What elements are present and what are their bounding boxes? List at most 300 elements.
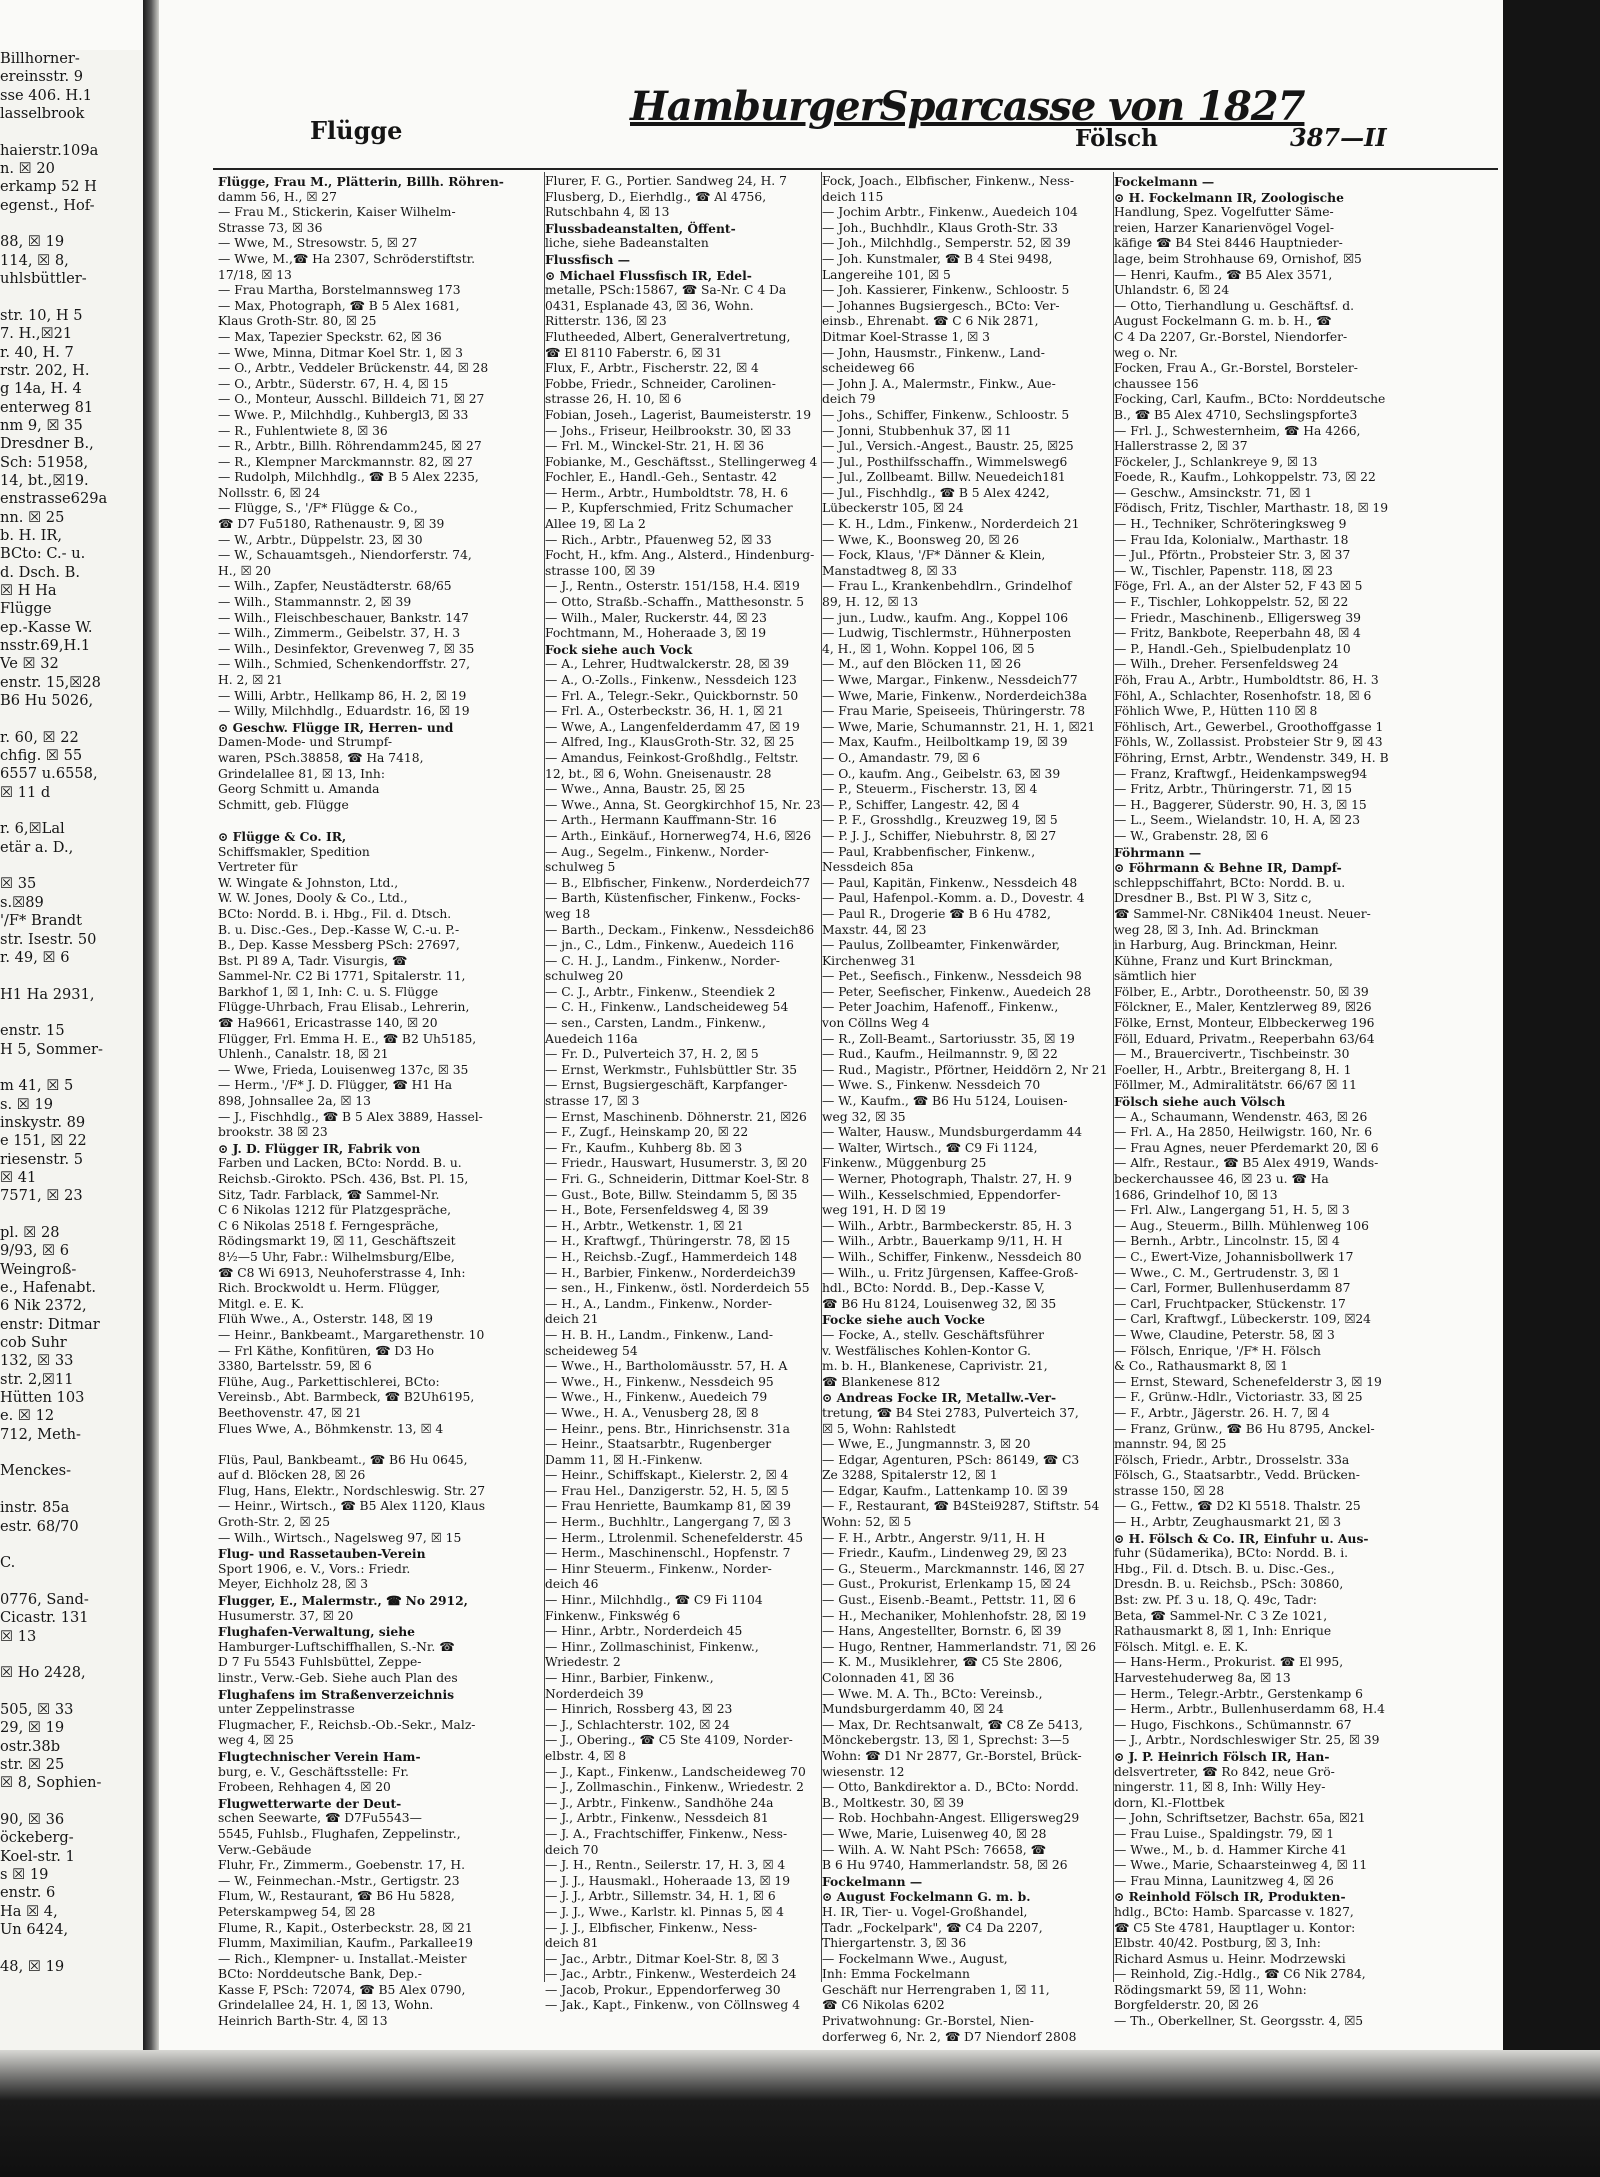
directory-entry-line: ☒ 13 <box>0 1627 37 1645</box>
directory-entry-line: waren, PSch.38858, ☎ Ha 7418, <box>218 750 424 765</box>
directory-entry-line: Hütten 103 <box>0 1389 85 1407</box>
directory-entry-line: — Max, Dr. Rechtsanwalt, ☎ C8 Ze 5413, <box>822 1717 1083 1732</box>
directory-entry-line: — J., Fischhdlg., ☎ B 5 Alex 3889, Hassel- <box>218 1109 483 1124</box>
page-number: 387—II <box>1290 123 1387 152</box>
directory-entry-line: scheideweg 66 <box>822 361 915 376</box>
directory-entry-line: Menckes- <box>0 1462 72 1480</box>
directory-entry-line: — Frl. J., Schwesternheim, ☎ Ha 4266, <box>1114 423 1361 438</box>
directory-entry-line: — K. M., Musiklehrer, ☎ C5 Ste 2806, <box>822 1655 1063 1670</box>
directory-entry-line: — Wwe., M., b. d. Hammer Kirche 41 <box>1114 1842 1348 1857</box>
directory-entry-line: Norderdeich 39 <box>545 1686 644 1701</box>
directory-entry-line: — C. H., Finkenw., Landscheideweg 54 <box>545 1000 789 1015</box>
directory-entry-line: BCto: Norddeutsche Bank, Dep.- <box>218 1967 422 1982</box>
directory-entry-line: — Willi, Arbtr., Hellkamp 86, H. 2, ☒ 19 <box>218 688 467 703</box>
directory-entry-line: — Jul., Posthilfsschaffn., Wimmelsweg6 <box>822 454 1068 469</box>
directory-entry-line: Uhlandstr. 6, ☒ 24 <box>1114 283 1230 298</box>
directory-entry-line: — Wilh., Schiffer, Finkenw., Nessdeich 80 <box>822 1249 1082 1264</box>
directory-entry-line: Flum, W., Restaurant, ☎ B6 Hu 5828, <box>218 1889 455 1904</box>
directory-entry-line: Wohn: ☎ D1 Nr 2877, Gr.-Borstel, Brück- <box>822 1748 1082 1763</box>
directory-entry-line: Flügge <box>0 600 52 618</box>
directory-entry-line <box>218 813 544 829</box>
directory-entry-line: — J., Arbtr., Finkenw., Nessdeich 81 <box>545 1811 769 1826</box>
directory-column-1 <box>218 174 544 2029</box>
directory-entry-line: — Wwe, A., Langenfelderdamm 47, ☒ 19 <box>545 719 800 734</box>
directory-entry-line: — Wwe., C. M., Gertrudenstr. 3, ☒ 1 <box>1114 1265 1341 1280</box>
directory-entry-line: Maxstr. 44, ☒ 23 <box>822 922 927 937</box>
directory-entry-line: Fock siehe auch Vock <box>545 641 693 657</box>
directory-entry-line: r. 60, ☒ 22 <box>0 728 79 746</box>
directory-entry-line: 29, ☒ 19 <box>0 1719 65 1737</box>
directory-entry-line: — Aug., Segelm., Finkenw., Norder- <box>545 844 769 859</box>
directory-entry-line: strasse 100, ☒ 39 <box>545 563 656 578</box>
directory-entry-line: ningerstr. 11, ☒ 8, Inh: Willy Hey- <box>1114 1780 1326 1795</box>
directory-entry-line: ostr.38b <box>0 1737 61 1755</box>
directory-entry-line: — Friedr., Kaufm., Lindenweg 29, ☒ 23 <box>822 1546 1068 1561</box>
directory-entry-line: — W., Feinmechan.-Mstr., Gertigstr. 23 <box>218 1873 460 1888</box>
directory-entry-line: — K. H., Ldm., Finkenw., Norderdeich 21 <box>822 517 1080 532</box>
directory-entry-line: Flüh Wwe., A., Osterstr. 148, ☒ 19 <box>218 1312 433 1327</box>
directory-entry-line: — Frau Martha, Borstelmannsweg 173 <box>218 283 461 298</box>
directory-entry-line: Flügge-Uhrbach, Frau Elisab., Lehrerin, <box>218 1000 470 1015</box>
directory-entry-line: — Frau Ida, Kolonialw., Marthastr. 18 <box>1114 532 1349 547</box>
directory-entry-line: Rutschbahn 4, ☒ 13 <box>545 205 670 220</box>
directory-entry-line: scheideweg 54 <box>545 1343 638 1358</box>
directory-entry-line: Colonnaden 41, ☒ 36 <box>822 1671 955 1685</box>
directory-entry-line: enstr. 6 <box>0 1884 56 1902</box>
directory-entry-line: — H., Kraftwgf., Thüringerstr. 78, ☒ 15 <box>545 1234 791 1249</box>
directory-entry-line: schleppschiffahrt, BCto: Nordd. B. u. <box>1114 875 1346 890</box>
directory-entry-line: — Gust., Prokurist, Erlenkamp 15, ☒ 24 <box>822 1577 1071 1592</box>
directory-entry-line: — Joh., Milchhdlg., Semperstr. 52, ☒ 39 <box>822 236 1071 251</box>
directory-entry-line: strasse 150, ☒ 28 <box>1114 1483 1225 1498</box>
directory-entry-line: — F., Zugf., Heinskamp 20, ☒ 22 <box>545 1125 749 1140</box>
directory-entry-line: Föhls, W., Zollassist. Probsteier Str 9, ☒ 43 <box>1114 735 1383 750</box>
directory-entry-line: — Paul, Kapitän, Finkenw., Nessdeich 48 <box>822 875 1078 890</box>
directory-entry-line: Dresdner B., Bst. Pl W 3, Sitz c, <box>1114 891 1312 906</box>
directory-entry-line: — B., Elbfischer, Finkenw., Norderdeich77 <box>545 875 811 890</box>
directory-entry-line: — Peter Joachim, Hafenoff., Finkenw., <box>822 1000 1059 1015</box>
directory-entry-line: Uhlenh., Canalstr. 18, ☒ 21 <box>218 1047 389 1062</box>
directory-entry-line: — Alfr., Restaur., ☎ B5 Alex 4919, Wands- <box>1114 1156 1379 1171</box>
directory-entry-line: — R., Fuhlentwiete 8, ☒ 36 <box>218 423 388 438</box>
directory-entry-line: Rathausmarkt 8, ☒ 1, Inh: Enrique <box>1114 1624 1332 1639</box>
directory-entry-line: ⊙ Reinhold Fölsch IR, Produkten- <box>1114 1889 1346 1905</box>
directory-entry-line: — Otto, Straßb.-Schaffn., Matthesonstr. 5 <box>545 595 805 610</box>
directory-entry-line: C. <box>0 1554 16 1572</box>
directory-entry-line <box>0 1573 150 1591</box>
directory-entry-line: Fobian, Joseh., Lagerist, Baumeisterstr. 19 <box>545 407 812 422</box>
directory-entry-line: Flusberg, D., Eierhdlg., ☎ Al 4756, <box>545 189 767 204</box>
directory-entry-line: Flug, Hans, Elektr., Nordschleswig. Str. 27 <box>218 1483 486 1498</box>
directory-entry-line: schulweg 20 <box>545 969 624 984</box>
directory-entry-line: schulweg 5 <box>545 860 616 875</box>
directory-entry-line: Klaus Groth-Str. 80, ☒ 25 <box>218 314 377 329</box>
directory-entry-line: 48, ☒ 19 <box>0 1957 65 1975</box>
directory-entry-line: Manstadtweg 8, ☒ 33 <box>822 563 958 578</box>
directory-entry-line: Grindelallee 24, H. 1, ☒ 13, Wohn. <box>218 1998 434 2013</box>
directory-entry-line: — Hans, Angestellter, Bornstr. 6, ☒ 39 <box>822 1624 1062 1639</box>
directory-entry-line: — Pet., Seefisch., Finkenw., Nessdeich 98 <box>822 969 1082 984</box>
directory-entry-line: 12, bt., ☒ 6, Wohn. Gneisenaustr. 28 <box>545 766 772 781</box>
directory-entry-line: — Edgar, Agenturen, PSch: 86149, ☎ C3 <box>822 1452 1080 1467</box>
directory-entry-line: unter Zeppelinstrasse <box>218 1702 355 1717</box>
directory-entry-line <box>218 1437 544 1453</box>
directory-entry-line: — Th., Oberkellner, St. Georgsstr. 4, ☒5 <box>1114 2014 1364 2029</box>
directory-entry-line: Föhrmann — <box>1114 844 1202 860</box>
directory-entry-line: — Frl Käthe, Konfitüren, ☎ D3 Ho <box>218 1343 435 1358</box>
directory-entry-line: — Frau Henriette, Baumkamp 81, ☒ 39 <box>545 1499 791 1514</box>
directory-entry-line: B. u. Disc.-Ges., Dep.-Kasse W, C.-u. P.- <box>218 922 460 937</box>
directory-entry-line: — Johannes Bugsiergesch., BCto: Ver- <box>822 298 1060 313</box>
directory-entry-line: — P. F., Grosshdlg., Kreuzweg 19, ☒ 5 <box>822 813 1058 828</box>
directory-entry-line: Föll, Eduard, Privatm., Reeperbahn 63/64 <box>1114 1031 1375 1046</box>
directory-entry-line: r. 40, H. 7 <box>0 343 74 361</box>
directory-entry-line: Groth-Str. 2, ☒ 25 <box>218 1515 331 1530</box>
directory-entry-line: Focke siehe auch Vocke <box>822 1312 985 1328</box>
directory-entry-line: — Paul R., Drogerie ☎ B 6 Hu 4782, <box>822 906 1051 921</box>
directory-entry-line: in Harburg, Aug. Brinckman, Heinr. <box>1114 938 1338 953</box>
directory-entry-line: — Willy, Milchhdlg., Eduardstr. 16, ☒ 19 <box>218 704 470 719</box>
directory-entry-line <box>0 1536 150 1554</box>
directory-entry-line <box>0 967 150 985</box>
directory-entry-line: — A., Lehrer, Hudtwalckerstr. 28, ☒ 39 <box>545 657 790 672</box>
directory-entry-line: Flugger, E., Malermstr., ☎ No 2912, <box>218 1593 468 1609</box>
directory-entry-line: — Wilh., Kesselschmied, Eppendorfer- <box>822 1187 1061 1202</box>
directory-entry-line: ☎ El 8110 Faberstr. 6, ☒ 31 <box>545 345 723 360</box>
directory-entry-line: — Wilh., u. Fritz Jürgensen, Kaffee-Groß- <box>822 1265 1079 1280</box>
directory-entry-line: Fock, Joach., Elbfischer, Finkenw., Ness- <box>822 174 1074 188</box>
directory-entry-line: e. ☒ 12 <box>0 1407 55 1425</box>
directory-entry-line: Foede, R., Kaufm., Lohkoppelstr. 73, ☒ 22 <box>1114 470 1376 485</box>
directory-entry-line: r. 49, ☒ 6 <box>0 948 70 966</box>
directory-entry-line: weg 191, H. D ☒ 19 <box>822 1203 946 1218</box>
directory-entry-line: Flug- und Rassetauben-Verein <box>218 1546 426 1562</box>
directory-entry-line <box>0 1444 150 1462</box>
directory-entry-line: ⊙ August Fockelmann G. m. b. <box>822 1889 1031 1905</box>
book-gutter <box>143 0 159 2177</box>
directory-entry-line: Flussfisch — <box>545 251 631 267</box>
directory-entry-line: linstr., Verw.-Geb. Siehe auch Plan des <box>218 1671 458 1685</box>
directory-entry-line: Rödingsmarkt 19, ☒ 11, Geschäftszeit <box>218 1234 456 1249</box>
directory-entry-line: — Paul, Krabbenfischer, Finkenw., <box>822 844 1036 859</box>
directory-entry-line: B., Moltkestr. 30, ☒ 39 <box>822 1795 965 1810</box>
directory-entry-line: — Rob. Hochbahn-Angest. Elligersweg29 <box>822 1811 1080 1826</box>
directory-entry-line: 88, ☒ 19 <box>0 233 65 251</box>
directory-entry-line: wiesenstr. 12 <box>822 1764 905 1779</box>
directory-entry-line: — Carl, Kraftwgf., Lübeckerstr. 109, ☒24 <box>1114 1312 1371 1327</box>
directory-entry-line: ⊙ Geschw. Flügge IR, Herren- und <box>218 719 454 735</box>
directory-entry-line: schen Seewarte, ☎ D7Fu5543— <box>218 1811 422 1826</box>
directory-entry-line: W. Wingate & Johnston, Ltd., <box>218 875 399 890</box>
directory-entry-line: — Herm., Arbtr., Humboldtstr. 78, H. 6 <box>545 485 789 500</box>
directory-entry-line: — Frl. A., Osterbeckstr. 36, H. 1, ☒ 21 <box>545 704 784 719</box>
directory-entry-line: — H., Baggerer, Süderstr. 90, H. 3, ☒ 15 <box>1114 797 1367 812</box>
directory-entry-line: Föhl, A., Schlachter, Rosenhofstr. 18, ☒ 6 <box>1114 688 1372 703</box>
directory-entry-line: 712, Meth- <box>0 1425 81 1443</box>
directory-entry-line: & Co., Rathausmarkt 8, ☒ 1 <box>1114 1359 1289 1374</box>
directory-entry-line: ☒ 5, Wohn: Rahlstedt <box>822 1421 956 1436</box>
directory-entry-line: B., Dep. Kasse Messberg PSch: 27697, <box>218 938 460 953</box>
directory-entry-line: str. 10, H 5 <box>0 306 83 324</box>
directory-entry-line: m. b. H., Blankenese, Caprivistr. 21, <box>822 1359 1048 1374</box>
directory-entry-line: — P., Handl.-Geh., Spielbudenplatz 10 <box>1114 641 1351 656</box>
directory-entry-line: 8½—5 Uhr, Fabr.: Wilhelmsburg/Elbe, <box>218 1249 455 1264</box>
directory-entry-line: ⊙ J. D. Flügger IR, Fabrik von <box>218 1140 421 1156</box>
directory-entry-line: metalle, PSch:15867, ☎ Sa-Nr. C 4 Da <box>545 283 787 298</box>
directory-entry-line <box>0 288 150 306</box>
directory-entry-line: D 7 Fu 5543 Fuhlsbüttel, Zeppe- <box>218 1655 422 1670</box>
directory-entry-line: Vereinsb., Abt. Barmbeck, ☎ B2Uh6195, <box>218 1390 475 1405</box>
directory-entry-line: — A., Schaumann, Wendenstr. 463, ☒ 26 <box>1114 1109 1368 1124</box>
directory-entry-line: instr. 85a <box>0 1499 70 1517</box>
directory-entry-line: Flume, R., Kapit., Osterbeckstr. 28, ☒ 21 <box>218 1920 473 1935</box>
directory-entry-line: — jun., Ludw., kaufm. Ang., Koppel 106 <box>822 610 1069 625</box>
directory-entry-line: 6557 u.6558, <box>0 765 98 783</box>
directory-entry-line: Wohn: 52, ☒ 5 <box>822 1515 912 1530</box>
directory-entry-line: — Wilh., Dreher. Fersenfeldsweg 24 <box>1114 657 1339 672</box>
directory-entry-line: — Wwe, Claudine, Peterstr. 58, ☒ 3 <box>1114 1327 1335 1342</box>
directory-entry-line: Beta, ☎ Sammel-Nr. C 3 Ze 1021, <box>1114 1608 1328 1623</box>
directory-entry-line: — G., Steuerm., Marckmannstr. 146, ☒ 27 <box>822 1561 1085 1576</box>
directory-entry-line: — J. J., Hausmakl., Hoheraade 13, ☒ 19 <box>545 1873 791 1888</box>
directory-entry-line: Focking, Carl, Kaufm., BCto: Norddeutsche <box>1114 392 1386 407</box>
directory-entry-line: — C. H. J., Landm., Finkenw., Norder- <box>545 953 780 968</box>
directory-entry-line: — Wwe, M.,☎ Ha 2307, Schröderstiftstr. <box>218 251 476 266</box>
directory-entry-line: — Arth., Hermann Kauffmann-Str. 16 <box>545 813 777 828</box>
directory-entry-line: hdl., BCto: Nordd. B., Dep.-Kasse V, <box>822 1281 1045 1296</box>
directory-entry-line: Cicastr. 131 <box>0 1609 89 1627</box>
directory-entry-line: — Hans-Herm., Prokurist. ☎ El 995, <box>1114 1655 1344 1670</box>
directory-entry-line: Dresdner B., <box>0 435 94 453</box>
directory-entry-line: — Peter, Seefischer, Finkenw., Auedeich 28 <box>822 984 1092 999</box>
directory-entry-line: — H., Bote, Fersenfeldsweg 4, ☒ 39 <box>545 1203 769 1218</box>
directory-entry-line: — M., auf den Blöcken 11, ☒ 26 <box>822 657 1022 672</box>
directory-entry-line: — J., Rentn., Osterstr. 151/158, H.4. ☒19 <box>545 579 800 594</box>
directory-entry-line: — Wilh., Fleischbeschauer, Bankstr. 147 <box>218 610 469 625</box>
directory-entry-line: burg, e. V., Geschäftsstelle: Fr. <box>218 1764 409 1779</box>
directory-entry-line: ☒ 8, Sophien- <box>0 1774 102 1792</box>
header-rule <box>213 168 1498 170</box>
directory-entry-line: Tadr. „Fockelpark", ☎ C4 Da 2207, <box>822 1920 1043 1935</box>
directory-entry-line: enstr. 15,☒28 <box>0 673 101 691</box>
directory-entry-line: einsb., Ehrenabt. ☎ C 6 Nik 2871, <box>822 314 1039 329</box>
directory-entry-line: Mönckebergstr. 13, ☒ 1, Sprechst: 3—5 <box>822 1733 1070 1748</box>
directory-entry-line: — Wilh., Maler, Ruckerstr. 44, ☒ 23 <box>545 610 767 625</box>
directory-entry-line: ☒ 11 d <box>0 783 51 801</box>
directory-entry-line: — Joh. Kassierer, Finkenw., Schloostr. 5 <box>822 283 1070 298</box>
directory-entry-line: — Franz, Grünw., ☎ B6 Hu 8795, Anckel- <box>1114 1421 1375 1436</box>
directory-entry-line: August Fockelmann G. m. b. H., ☎ <box>1114 314 1332 329</box>
directory-entry-line: haierstr.109a <box>0 141 99 159</box>
directory-entry-line: — Wwe., H. A., Venusberg 28, ☒ 8 <box>545 1405 759 1420</box>
directory-entry-line: Fölsch siehe auch Völsch <box>1114 1094 1286 1110</box>
directory-entry-line: 1686, Grindelhof 10, ☒ 13 <box>1114 1187 1278 1202</box>
directory-entry-line: — L., Seem., Wielandstr. 10, H. A, ☒ 23 <box>1114 813 1361 828</box>
directory-entry-line: — Wwe, Marie, Finkenw., Norderdeich38a <box>822 688 1088 703</box>
directory-entry-line: — Amandus, Feinkost-Großhdlg., Feltstr. <box>545 750 799 765</box>
directory-entry-line: Rödingsmarkt 59, ☒ 11, Wohn: <box>1114 1982 1307 1997</box>
directory-entry-line: weg 4, ☒ 25 <box>218 1733 294 1748</box>
directory-entry-line: — Heinr., pens. Btr., Hinrichsenstr. 31a <box>545 1421 791 1436</box>
directory-entry-line: enstr: Ditmar <box>0 1315 100 1333</box>
directory-entry-line: Beethovenstr. 47, ☒ 21 <box>218 1405 362 1420</box>
directory-entry-line <box>0 1481 150 1499</box>
directory-entry-line: — H., Arbtr., Wetkenstr. 1, ☒ 21 <box>545 1218 744 1233</box>
directory-entry-line: deich 79 <box>822 392 876 407</box>
directory-entry-line: — Max, Kaufm., Heilboltkamp 19, ☒ 39 <box>822 735 1068 750</box>
directory-entry-line: Georg Schmitt u. Amanda <box>218 782 380 797</box>
directory-entry-line <box>0 215 150 233</box>
directory-entry-line: — C., Ewert-Vize, Johannisbollwerk 17 <box>1114 1249 1354 1264</box>
directory-entry-line: str. ☒ 25 <box>0 1755 65 1773</box>
directory-entry-line: Focht, H., kfm. Ang., Alsterd., Hindenburg- <box>545 548 815 563</box>
directory-entry-line: — Ernst, Werkmstr., Fuhlsbüttler Str. 35 <box>545 1062 798 1077</box>
directory-entry-line: — Heinr., Wirtsch., ☎ B5 Alex 1120, Klaus <box>218 1499 486 1514</box>
directory-entry-line <box>0 1059 150 1077</box>
directory-entry-line: — Werner, Photograph, Thalstr. 27, H. 9 <box>822 1172 1072 1186</box>
directory-entry-line: — Jac., Arbtr., Ditmar Koel-Str. 8, ☒ 3 <box>545 1951 780 1966</box>
directory-entry-line: b. H. IR, <box>0 526 63 544</box>
directory-entry-line: — Frau L., Krankenbehdlrn., Grindelhof <box>822 579 1072 594</box>
directory-entry-line: liche, siehe Badeanstalten <box>545 236 709 251</box>
directory-entry-line: Fochtmann, M., Hoheraade 3, ☒ 19 <box>545 626 767 641</box>
directory-entry-line: lasselbrook <box>0 105 85 123</box>
directory-entry-line: Ha ☒ 4, <box>0 1902 58 1920</box>
directory-entry-line: Ve ☒ 32 <box>0 655 59 673</box>
directory-entry-line: — Jul., Fischhdlg., ☎ B 5 Alex 4242, <box>822 485 1050 500</box>
directory-entry-line: — Wilh., Wirtsch., Nagelsweg 97, ☒ 15 <box>218 1530 462 1545</box>
directory-entry-line: Bst. Pl 89 A, Tadr. Visurgis, ☎ <box>218 953 408 968</box>
directory-entry-line: ☎ Ha9661, Ericastrasse 140, ☒ 20 <box>218 1016 438 1031</box>
directory-entry-line: — John, Hausmstr., Finkenw., Land- <box>822 345 1045 360</box>
directory-entry-line: rstr. 202, H. <box>0 361 90 379</box>
directory-entry-line: BCto: C.- u. <box>0 545 86 563</box>
directory-entry-line: — Henri, Kaufm., ☎ B5 Alex 3571, <box>1114 267 1333 282</box>
directory-entry-line: — Franz, Kraftwgf., Heidenkampsweg94 <box>1114 766 1368 781</box>
directory-entry-line: ⊙ Föhrmann & Behne IR, Dampf- <box>1114 860 1342 876</box>
directory-entry-line: — Wwe., H., Finkenw., Auedeich 79 <box>545 1390 768 1405</box>
directory-entry-line: — H. B. H., Landm., Finkenw., Land- <box>545 1327 773 1342</box>
directory-entry-line: d. Dsch. B. <box>0 563 81 581</box>
directory-entry-line: beckerchaussee 46, ☒ 23 u. ☎ Ha <box>1114 1172 1329 1186</box>
directory-entry-line: s. ☒ 19 <box>0 1095 54 1113</box>
directory-entry-line: Fockelmann — <box>1114 174 1215 189</box>
directory-entry-line: Flugmacher, F., Reichsb.-Ob.-Sekr., Malz- <box>218 1717 476 1732</box>
directory-entry-line <box>0 710 150 728</box>
directory-entry-line: ☒ H Ha <box>0 581 57 599</box>
directory-entry-line: riesenstr. 5 <box>0 1150 84 1168</box>
directory-entry-line: ⊙ Flügge & Co. IR, <box>218 828 347 844</box>
directory-entry-line: — Wwe., Marie, Schaarsteinweg 4, ☒ 11 <box>1114 1858 1368 1873</box>
directory-entry-line: delsvertreter, ☎ Ro 842, neue Grö- <box>1114 1764 1335 1779</box>
directory-entry-line: strasse 26, H. 10, ☒ 6 <box>545 392 682 407</box>
directory-entry-line: — Wwe, Marie, Schumannstr. 21, H. 1, ☒21 <box>822 719 1096 734</box>
directory-entry-line: ☎ C6 Nikolas 6202 <box>822 1998 945 2013</box>
directory-entry-line: — J. J., Wwe., Karlstr. kl. Pinnas 5, ☒ 4 <box>545 1904 784 1919</box>
directory-entry-line: Allee 19, ☒ La 2 <box>545 517 646 532</box>
directory-entry-line: Handlung, Spez. Vogelfutter Säme- <box>1114 205 1334 220</box>
directory-entry-line: — Frau Hel., Danzigerstr. 52, H. 5, ☒ 5 <box>545 1483 789 1498</box>
directory-entry-line: erkamp 52 H <box>0 178 97 196</box>
directory-entry-line: — P. J. J., Schiffer, Niebuhrstr. 8, ☒ 27 <box>822 828 1057 843</box>
directory-entry-line: — H., Arbtr, Zeughausmarkt 21, ☒ 3 <box>1114 1515 1342 1530</box>
directory-entry-line: — Fock, Klaus, '/F* Dänner & Klein, <box>822 548 1046 563</box>
directory-entry-line: Fölber, E., Arbtr., Dorotheenstr. 50, ☒ 39 <box>1114 984 1369 999</box>
directory-entry-line: — H., Barbier, Finkenw., Norderdeich39 <box>545 1265 796 1280</box>
directory-entry-line: Ritterstr. 136, ☒ 23 <box>545 314 667 329</box>
directory-entry-line: — Herm., Telegr.-Arbtr., Gerstenkamp 6 <box>1114 1686 1363 1701</box>
directory-entry-line: ⊙ H. Fölsch & Co. IR, Einfuhr u. Aus- <box>1114 1530 1369 1546</box>
directory-entry-line: Flugtechnischer Verein Ham- <box>218 1748 421 1764</box>
directory-entry-line: — H., Techniker, Schröteringksweg 9 <box>1114 517 1347 532</box>
directory-entry-line: Sitz, Tadr. Farblack, ☎ Sammel-Nr. <box>218 1187 440 1202</box>
directory-entry-line: — J., Zollmaschin., Finkenw., Wriedestr. 2 <box>545 1780 804 1795</box>
directory-entry-line: — Heinr., Schiffskapt., Kielerstr. 2, ☒ 4 <box>545 1468 789 1483</box>
directory-entry-line: Schiffsmakler, Spedition <box>218 844 370 859</box>
directory-entry-line <box>0 1206 150 1224</box>
directory-entry-line: uhlsbüttler- <box>0 270 87 288</box>
directory-entry-line: — Heinr., Staatsarbtr., Rugenberger <box>545 1437 772 1452</box>
directory-entry-line: ☎ C5 Ste 4781, Hauptlager u. Kontor: <box>1114 1920 1356 1935</box>
directory-entry-line: C 6 Nikolas 1212 für Platzgespräche, <box>218 1203 452 1218</box>
directory-entry-line: Kühne, Franz und Kurt Brinckman, <box>1114 953 1333 968</box>
directory-entry-line: — Jonni, Stubbenhuk 37, ☒ 11 <box>822 423 1012 438</box>
directory-entry-line: — Aug., Steuerm., Billh. Mühlenweg 106 <box>1114 1218 1369 1233</box>
directory-entry-line: — Otto, Bankdirektor a. D., BCto: Nordd. <box>822 1780 1079 1795</box>
directory-entry-line: — Herm., Ltrolenmil. Schenefelderstr. 45 <box>545 1530 804 1545</box>
directory-entry-line: Föge, Frl. A., an der Alster 52, F 43 ☒ 5 <box>1114 579 1363 594</box>
directory-entry-line: — Rud., Magistr., Pförtner, Heiddörn 2, Nr 21 <box>822 1062 1108 1077</box>
directory-entry-line: — Arth., Einkäuf., Hornerweg74, H.6, ☒26 <box>545 828 812 843</box>
directory-entry-line: — Barth, Küstenfischer, Finkenw., Focks- <box>545 891 801 906</box>
directory-entry-line: Damm 11, ☒ H.-Finkenw. <box>545 1452 703 1467</box>
directory-entry-line: Fobbe, Friedr., Schneider, Carolinen- <box>545 376 776 391</box>
directory-entry-line: — Jul., Pförtn., Probsteier Str. 3, ☒ 37 <box>1114 548 1351 563</box>
directory-entry-line: — Wwe. M. A. Th., BCto: Vereinsb., <box>822 1686 1043 1701</box>
directory-entry-line: — Gust., Eisenb.-Beamt., Pettstr. 11, ☒ 6 <box>822 1593 1076 1608</box>
directory-entry-line: Barkhof 1, ☒ 1, Inh: C. u. S. Flügge <box>218 984 439 999</box>
directory-entry-line: tretung, ☎ B4 Stei 2783, Pulverteich 37, <box>822 1405 1079 1420</box>
directory-entry-line: — J. H., Rentn., Seilerstr. 17, H. 3, ☒ 4 <box>545 1858 786 1873</box>
directory-entry-line: Richard Asmus u. Heinr. Modrzewski <box>1114 1951 1346 1966</box>
directory-entry-line: Ze 3288, Spitalerstr 12, ☒ 1 <box>822 1468 998 1483</box>
directory-entry-line: Föhring, Ernst, Arbtr., Wendenstr. 349, H. B <box>1114 750 1389 765</box>
directory-entry-line: egenst., Hof- <box>0 196 95 214</box>
directory-entry-line: — Hinrich, Rossberg 43, ☒ 23 <box>545 1702 733 1717</box>
directory-entry-line: — Hugo, Rentner, Hammerlandstr. 71, ☒ 26 <box>822 1639 1097 1654</box>
directory-entry-line: Meyer, Eichholz 28, ☒ 3 <box>218 1577 369 1592</box>
directory-entry-line: v. Westfälisches Kohlen-Kontor G. <box>822 1343 1031 1358</box>
directory-entry-line: — Wilh., Schmied, Schenkendorffstr. 27, <box>218 657 471 672</box>
directory-entry-line: — Wilh., Desinfektor, Grevenweg 7, ☒ 35 <box>218 641 475 656</box>
directory-entry-line: estr. 68/70 <box>0 1517 79 1535</box>
directory-entry-line: Langereihe 101, ☒ 5 <box>822 267 951 282</box>
directory-entry-line: ⊙ H. Fockelmann IR, Zoologische <box>1114 189 1344 205</box>
directory-entry-line: — Fr., Kaufm., Kuhberg 8b. ☒ 3 <box>545 1140 743 1155</box>
directory-entry-line: auf d. Blöcken 28, ☒ 26 <box>218 1468 366 1483</box>
directory-entry-line: Harvestehuderweg 8a, ☒ 13 <box>1114 1671 1291 1685</box>
directory-entry-line: — W., Arbtr., Düppelstr. 23, ☒ 30 <box>218 532 423 547</box>
directory-entry-line: damm 56, H., ☒ 27 <box>218 189 337 204</box>
directory-entry-line: Fluhr, Fr., Zimmerm., Goebenstr. 17, H. <box>218 1858 466 1873</box>
directory-entry-line: Fobianke, M., Geschäftsst., Stellingerweg 4 <box>545 454 818 469</box>
directory-entry-line: — Ernst, Steward, Schenefelderstr 3, ☒ 19 <box>1114 1374 1382 1389</box>
directory-entry-line: — Frau Minna, Launitzweg 4, ☒ 26 <box>1114 1873 1334 1888</box>
directory-entry-line: — Wwe. S., Finkenw. Nessdeich 70 <box>822 1078 1041 1093</box>
directory-entry-line: — F. H., Arbtr., Angerstr. 9/11, H. H <box>822 1530 1046 1545</box>
directory-entry-line: fuhr (Südamerika), BCto: Nordd. B. i. <box>1114 1546 1349 1561</box>
directory-entry-line: lage, beim Strohhause 69, Ornishof, ☒5 <box>1114 251 1362 266</box>
